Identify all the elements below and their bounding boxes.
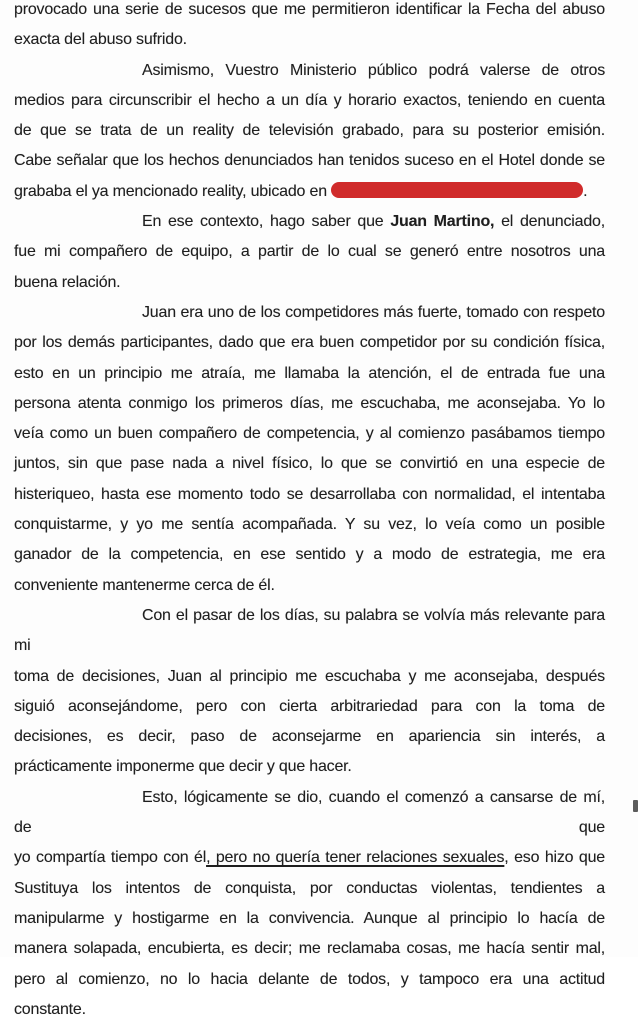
text-line bbox=[14, 86, 605, 116]
text-segment: conquistarme, y yo me sentía acompañada. Y su vez, lo veía como un posible bbox=[14, 516, 605, 534]
text-line bbox=[14, 904, 605, 934]
text-segment: pero al comienzo, no lo hacia delante de todos, y tampoco era una actitud bbox=[14, 970, 605, 988]
text-line bbox=[14, 389, 605, 419]
text-line bbox=[14, 56, 605, 86]
text-segment: de que se trata de un reality de televisión grabado, para su posterior emisión. bbox=[14, 122, 605, 140]
text-line bbox=[14, 480, 605, 510]
text-line bbox=[14, 146, 605, 176]
text-segment: toma de decisiones, Juan al principio me escuchaba y me aconsejaba, después bbox=[14, 667, 605, 685]
text-segment: el denunciado, bbox=[494, 213, 605, 231]
text-segment: juntos, sin que pase nada a nivel físico, lo que se convirtió en una especie de bbox=[14, 455, 605, 473]
text-segment: constante. bbox=[14, 1000, 86, 1018]
text-segment: veía como un buen compañero de competencia, y al comienzo pasábamos tiempo bbox=[14, 425, 605, 443]
redaction-bar bbox=[331, 182, 583, 198]
text-segment: yo compartía tiempo con él bbox=[14, 849, 207, 867]
text-segment: ganador de la competencia, en ese sentido y a modo de estrategia, me era bbox=[14, 546, 605, 564]
text-line bbox=[14, 601, 605, 662]
text-line bbox=[14, 419, 605, 449]
text-line bbox=[14, 995, 605, 1025]
text-segment: Cabe señalar que los hechos denunciados han tenidos suceso en el Hotel donde se bbox=[14, 152, 605, 170]
text-segment: siguió aconsejándome, pero con cierta arbitrariedad para con la toma de bbox=[14, 697, 605, 715]
text-segment: manera solapada, encubierta, es decir; me reclamaba cosas, me hacía sentir mal, bbox=[14, 940, 605, 958]
text-line bbox=[14, 116, 605, 146]
text-line bbox=[14, 965, 605, 995]
text-segment: buena relación. bbox=[14, 273, 121, 291]
text-segment: Juan Martino, bbox=[390, 213, 495, 231]
text-line bbox=[14, 874, 605, 904]
text-segment: Juan era uno de los competidores más fuerte, tomado con respeto bbox=[142, 303, 605, 321]
text-segment: . bbox=[583, 182, 588, 200]
text-line bbox=[14, 510, 605, 540]
text-segment: persona atenta conmigo los primeros días, me escuchaba, me aconsejaba. Yo lo bbox=[14, 394, 605, 412]
text-line bbox=[14, 783, 605, 844]
text-segment: conveniente mantenerme cerca de él. bbox=[14, 576, 275, 594]
text-line bbox=[14, 692, 605, 722]
text-segment: , pero no quería tener relaciones sexuales bbox=[206, 849, 505, 867]
text-segment: manipularme y hostigarme en la convivencia. Aunque al principio lo hacía de bbox=[14, 909, 605, 927]
text-line bbox=[14, 359, 605, 389]
text-segment: por los demás participantes, dado que era buen competidor por su condición física, bbox=[14, 334, 605, 352]
document-text-block bbox=[14, 0, 605, 1025]
text-segment: fue mi compañero de equipo, a partir de lo cual se generó entre nosotros una bbox=[14, 243, 605, 261]
text-segment: provocado una serie de sucesos que me permitieron identificar la Fecha del abuso bbox=[14, 1, 605, 18]
text-line bbox=[14, 25, 605, 55]
text-segment: En ese contexto, hago saber que bbox=[142, 213, 391, 231]
text-line bbox=[14, 268, 605, 298]
text-segment: grababa el ya mencionado reality, ubicado en bbox=[14, 182, 332, 200]
scan-speck bbox=[633, 800, 638, 812]
text-segment: Con el pasar de los días, su palabra se volvía más relevante para mi bbox=[14, 606, 605, 655]
text-segment: Sustituya los intentos de conquista, por conductas violentas, tendientes a bbox=[14, 879, 605, 897]
text-segment: histeriqueo, hasta ese momento todo se desarrollaba con normalidad, el intentaba bbox=[14, 485, 605, 503]
text-segment: esto en un principio me atraía, me llamaba la atención, el de entrada fue una bbox=[14, 364, 605, 382]
text-line bbox=[14, 449, 605, 479]
text-line bbox=[14, 752, 605, 782]
text-segment: prácticamente imponerme que decir y que hacer. bbox=[14, 758, 352, 776]
text-segment: medios para circunscribir el hecho a un día y horario exactos, teniendo en cuenta bbox=[14, 91, 605, 109]
text-line bbox=[14, 177, 605, 207]
text-line bbox=[14, 298, 605, 328]
text-line bbox=[14, 540, 605, 570]
text-line bbox=[14, 571, 605, 601]
text-segment: , eso hizo que bbox=[504, 849, 606, 867]
text-line bbox=[14, 662, 605, 692]
text-line bbox=[14, 207, 605, 237]
text-segment: Asimismo, Vuestro Ministerio público podrá valerse de otros bbox=[142, 61, 605, 79]
text-line bbox=[14, 934, 605, 964]
text-segment: Esto, lógicamente se dio, cuando el comenzó a cansarse de mí, de que bbox=[14, 788, 605, 837]
text-line bbox=[14, 0, 605, 25]
text-line bbox=[14, 328, 605, 358]
text-line bbox=[14, 722, 605, 752]
text-line bbox=[14, 843, 605, 873]
text-segment: decisiones, es decir, paso de aconsejarme en apariencia sin interés, a bbox=[14, 728, 605, 746]
text-segment: exacta del abuso sufrido. bbox=[14, 31, 187, 49]
text-line bbox=[14, 237, 605, 267]
